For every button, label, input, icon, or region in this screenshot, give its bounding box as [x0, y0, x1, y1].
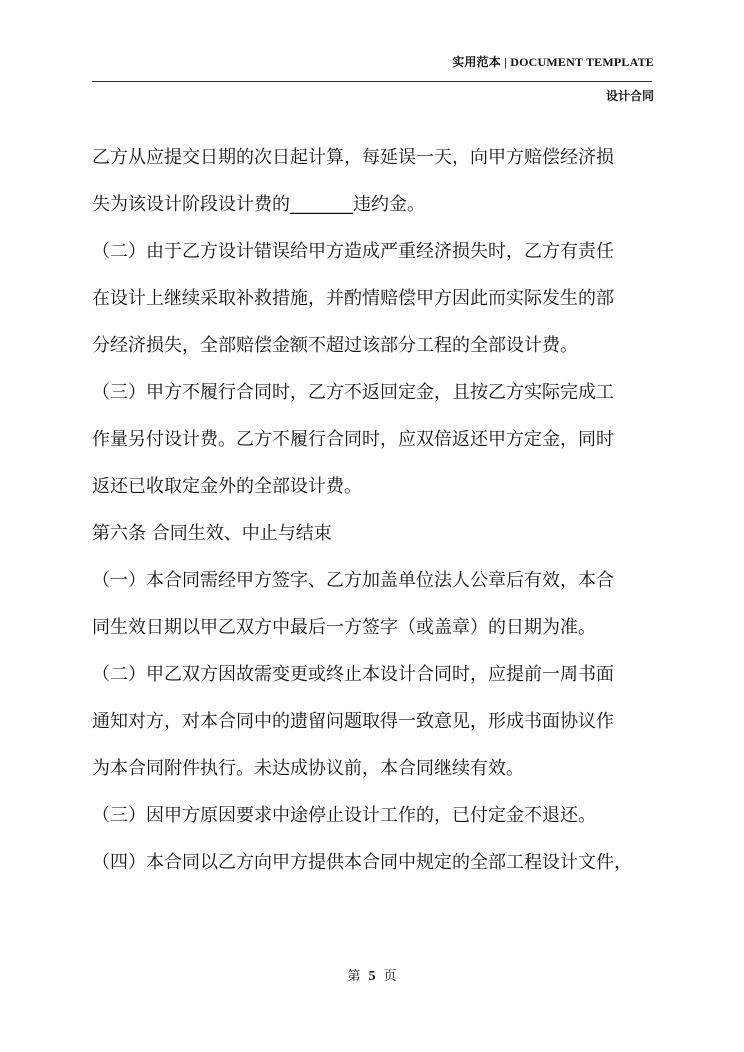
body-line: 乙方从应提交日期的次日起计算，每延误一天，向甲方赔偿经济损 [92, 147, 614, 168]
page-number: 5 [368, 969, 376, 984]
body-line: （三）甲方不履行合同时，乙方不返回定金，且按乙方实际完成工 [92, 382, 614, 403]
document-body [92, 139, 657, 891]
page-suffix: 页 [383, 969, 397, 984]
body-line: 同生效日期以甲乙双方中最后一方签字（或盖章）的日期为准。 [92, 617, 596, 638]
header-brand: 实用范本 | DOCUMENT TEMPLATE [452, 55, 654, 69]
body-line: 通知对方，对本合同中的遗留问题取得一致意见，形成书面协议作 [92, 711, 614, 732]
section-heading: 第六条 合同生效、中止与结束 [92, 523, 332, 544]
page-prefix: 第 [347, 969, 361, 984]
body-line: 在设计上继续采取补救措施，并酌情赔偿甲方因此而实际发生的部 [92, 288, 614, 309]
body-line: （三）因甲方原因要求中途停止设计工作的，已付定金不退还。 [92, 805, 596, 826]
body-line: 失为该设计阶段设计费的_______违约金。 [92, 194, 425, 215]
page-footer [0, 965, 744, 985]
body-line: 返还已收取定金外的全部设计费。 [92, 476, 362, 497]
body-line: （二）甲乙双方因故需变更或终止本设计合同时，应提前一周书面 [92, 664, 614, 685]
body-line: 分经济损失，全部赔偿金额不超过该部分工程的全部设计费。 [92, 335, 578, 356]
header-divider [92, 81, 652, 82]
document-title: 设计合同 [605, 89, 654, 103]
body-line: （四）本合同以乙方向甲方提供本合同中规定的全部工程设计文件， [92, 852, 632, 873]
body-line: （二）由于乙方设计错误给甲方造成严重经济损失时，乙方有责任 [92, 241, 614, 262]
body-line: （一）本合同需经甲方签字、乙方加盖单位法人公章后有效，本合 [92, 570, 614, 591]
body-line: 作量另付设计费。乙方不履行合同时，应双倍返还甲方定金，同时 [92, 429, 614, 450]
body-line: 为本合同附件执行。未达成协议前，本合同继续有效。 [92, 758, 524, 779]
